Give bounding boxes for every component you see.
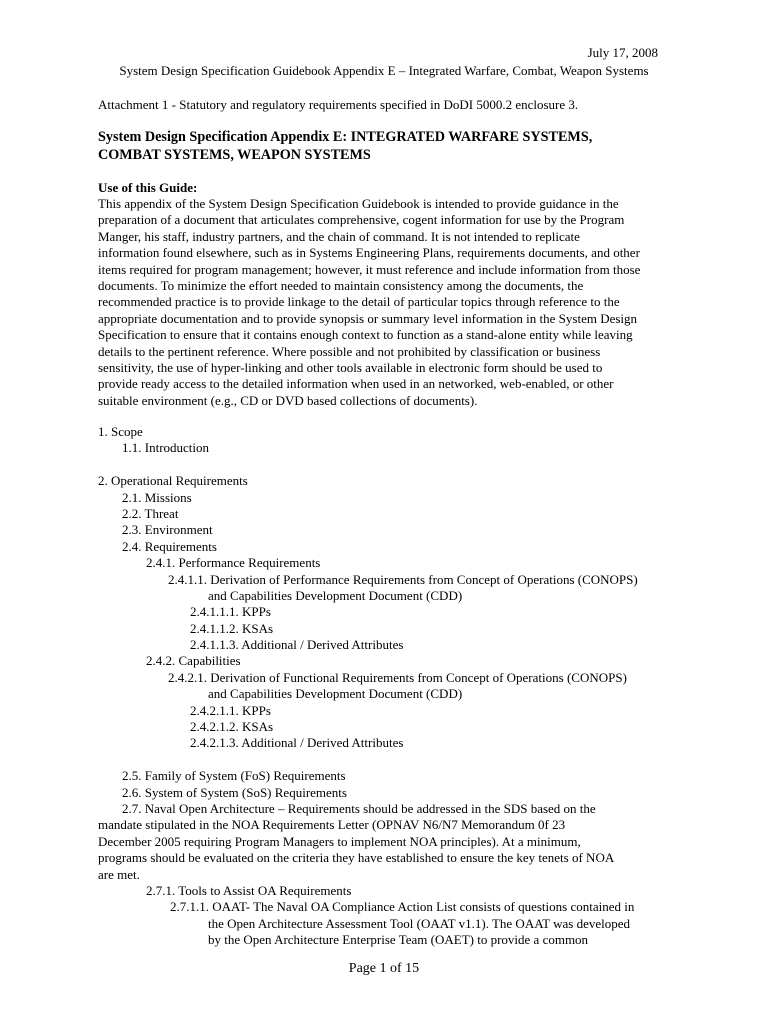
outline-item-oaat-cont: the Open Architecture Assessment Tool (OAAT v1.1). The OAAT was developed bbox=[208, 915, 630, 931]
paragraph-line: Manger, his staff, industry partners, and the chain of command. It is not intended to replicate bbox=[98, 228, 580, 244]
outline-item-fos-requirements: 2.5. Family of System (FoS) Requirements bbox=[122, 768, 346, 784]
paragraph-line: information found elsewhere, such as in Systems Engineering Plans, requirements documents, and other bbox=[98, 245, 640, 261]
outline-item-requirements: 2.4. Requirements bbox=[122, 538, 217, 554]
paragraph-line: preparation of a document that articulates comprehensive, cogent information for use by the Program bbox=[98, 212, 625, 228]
outline-item-ksas: 2.4.2.1.2. KSAs bbox=[190, 719, 274, 735]
running-header: System Design Specification Guidebook Appendix E – Integrated Warfare, Combat, Weapon Systems bbox=[119, 63, 649, 78]
outline-item-derivation-functional: 2.4.2.1. Derivation of Functional Requirements from Concept of Operations (CONOPS) bbox=[168, 669, 627, 685]
outline-item-derived-attributes: 2.4.2.1.3. Additional / Derived Attributes bbox=[190, 735, 404, 751]
paragraph-line: sensitivity, the use of hyper-linking and other tools available in electronic form should be used to bbox=[98, 359, 603, 375]
outline-item-derivation-performance: 2.4.1.1. Derivation of Performance Requirements from Concept of Operations (CONOPS) bbox=[168, 571, 638, 587]
outline-item-kpps: 2.4.2.1.1. KPPs bbox=[190, 702, 271, 718]
outline-item-derivation-functional-cont: and Capabilities Development Document (CDD) bbox=[208, 686, 463, 702]
title-line-1: System Design Specification Appendix E: INTEGRATED WARFARE SYSTEMS, bbox=[98, 129, 593, 145]
outline-item-derivation-performance-cont: and Capabilities Development Document (CDD) bbox=[208, 587, 463, 603]
document-title bbox=[98, 128, 678, 164]
outline-item-ksas: 2.4.1.1.2. KSAs bbox=[190, 620, 274, 636]
paragraph-line: suitable environment (e.g., CD or DVD based collections of documents). bbox=[98, 392, 478, 408]
outline-item-missions: 2.1. Missions bbox=[122, 489, 192, 505]
attachment-note: Attachment 1 - Statutory and regulatory requirements specified in DoDI 5000.2 enclosure 3. bbox=[98, 97, 579, 112]
outline-item-derived-attributes: 2.4.1.1.3. Additional / Derived Attributes bbox=[190, 637, 404, 653]
title-line-2: COMBAT SYSTEMS, WEAPON SYSTEMS bbox=[98, 147, 371, 163]
outline-item-environment: 2.3. Environment bbox=[122, 522, 213, 538]
outline-item-naval-open-architecture-cont: are met. bbox=[98, 866, 140, 882]
outline-item-oaat: 2.7.1.1. OAAT- The Naval OA Compliance Action List consists of questions contained in bbox=[170, 899, 635, 915]
use-guide-heading: Use of this Guide: bbox=[98, 180, 198, 195]
paragraph-line: items required for program management; however, it must reference and include information from those bbox=[98, 261, 641, 277]
outline-item-naval-open-architecture: 2.7. Naval Open Architecture – Requirements should be addressed in the SDS based on the bbox=[122, 800, 596, 816]
paragraph-line: This appendix of the System Design Specification Guidebook is intended to provide guidance in the bbox=[98, 196, 619, 211]
outline-item-kpps: 2.4.1.1.1. KPPs bbox=[190, 604, 271, 620]
outline-item-sos-requirements: 2.6. System of System (SoS) Requirements bbox=[122, 784, 347, 800]
outline-item-oa-tools: 2.7.1. Tools to Assist OA Requirements bbox=[146, 882, 352, 898]
outline-item-naval-open-architecture-cont: programs should be evaluated on the criteria they have established to ensure the key tenets of NOA bbox=[98, 850, 615, 866]
paragraph-line: Specification to ensure that it contains enough context to function as a stand-alone entity while leaving bbox=[98, 327, 633, 343]
outline-item-operational-requirements: 2. Operational Requirements bbox=[98, 473, 248, 489]
paragraph-line: details to the pertinent reference. Where possible and not prohibited by classification or business bbox=[98, 343, 601, 359]
header-date: July 17, 2008 bbox=[587, 45, 658, 60]
outline-item-introduction: 1.1. Introduction bbox=[122, 440, 210, 456]
outline-item-naval-open-architecture-cont: December 2005 requiring Program Managers to implement NOA principles). At a minimum, bbox=[98, 833, 581, 849]
outline-item-capabilities: 2.4.2. Capabilities bbox=[146, 653, 241, 669]
outline-item-oaat-cont: by the Open Architecture Enterprise Team (OAET) to provide a common bbox=[208, 932, 589, 948]
paragraph-line: recommended practice is to provide linkage to the detail of particular topics through reference to the bbox=[98, 294, 620, 310]
section-outline bbox=[98, 424, 688, 949]
use-guide-paragraph bbox=[98, 196, 688, 409]
spacer bbox=[98, 752, 688, 768]
paragraph-line: provide ready access to the detailed information when used in an networked, web-enabled, or other bbox=[98, 376, 614, 392]
spacer bbox=[98, 457, 688, 473]
paragraph-line: appropriate documentation and to provide synopsis or summary level information in the System Design bbox=[98, 310, 638, 326]
page-number: Page 1 of 15 bbox=[348, 961, 420, 976]
outline-item-performance-requirements: 2.4.1. Performance Requirements bbox=[146, 555, 321, 571]
outline-item-threat: 2.2. Threat bbox=[122, 505, 179, 521]
outline-item-scope: 1. Scope bbox=[98, 424, 143, 439]
paragraph-line: documents. To minimize the effort needed to maintain consistency among the documents, the bbox=[98, 277, 584, 293]
outline-item-naval-open-architecture-cont: mandate stipulated in the NOA Requirements Letter (OPNAV N6/N7 Memorandum 0f 23 bbox=[98, 817, 566, 833]
